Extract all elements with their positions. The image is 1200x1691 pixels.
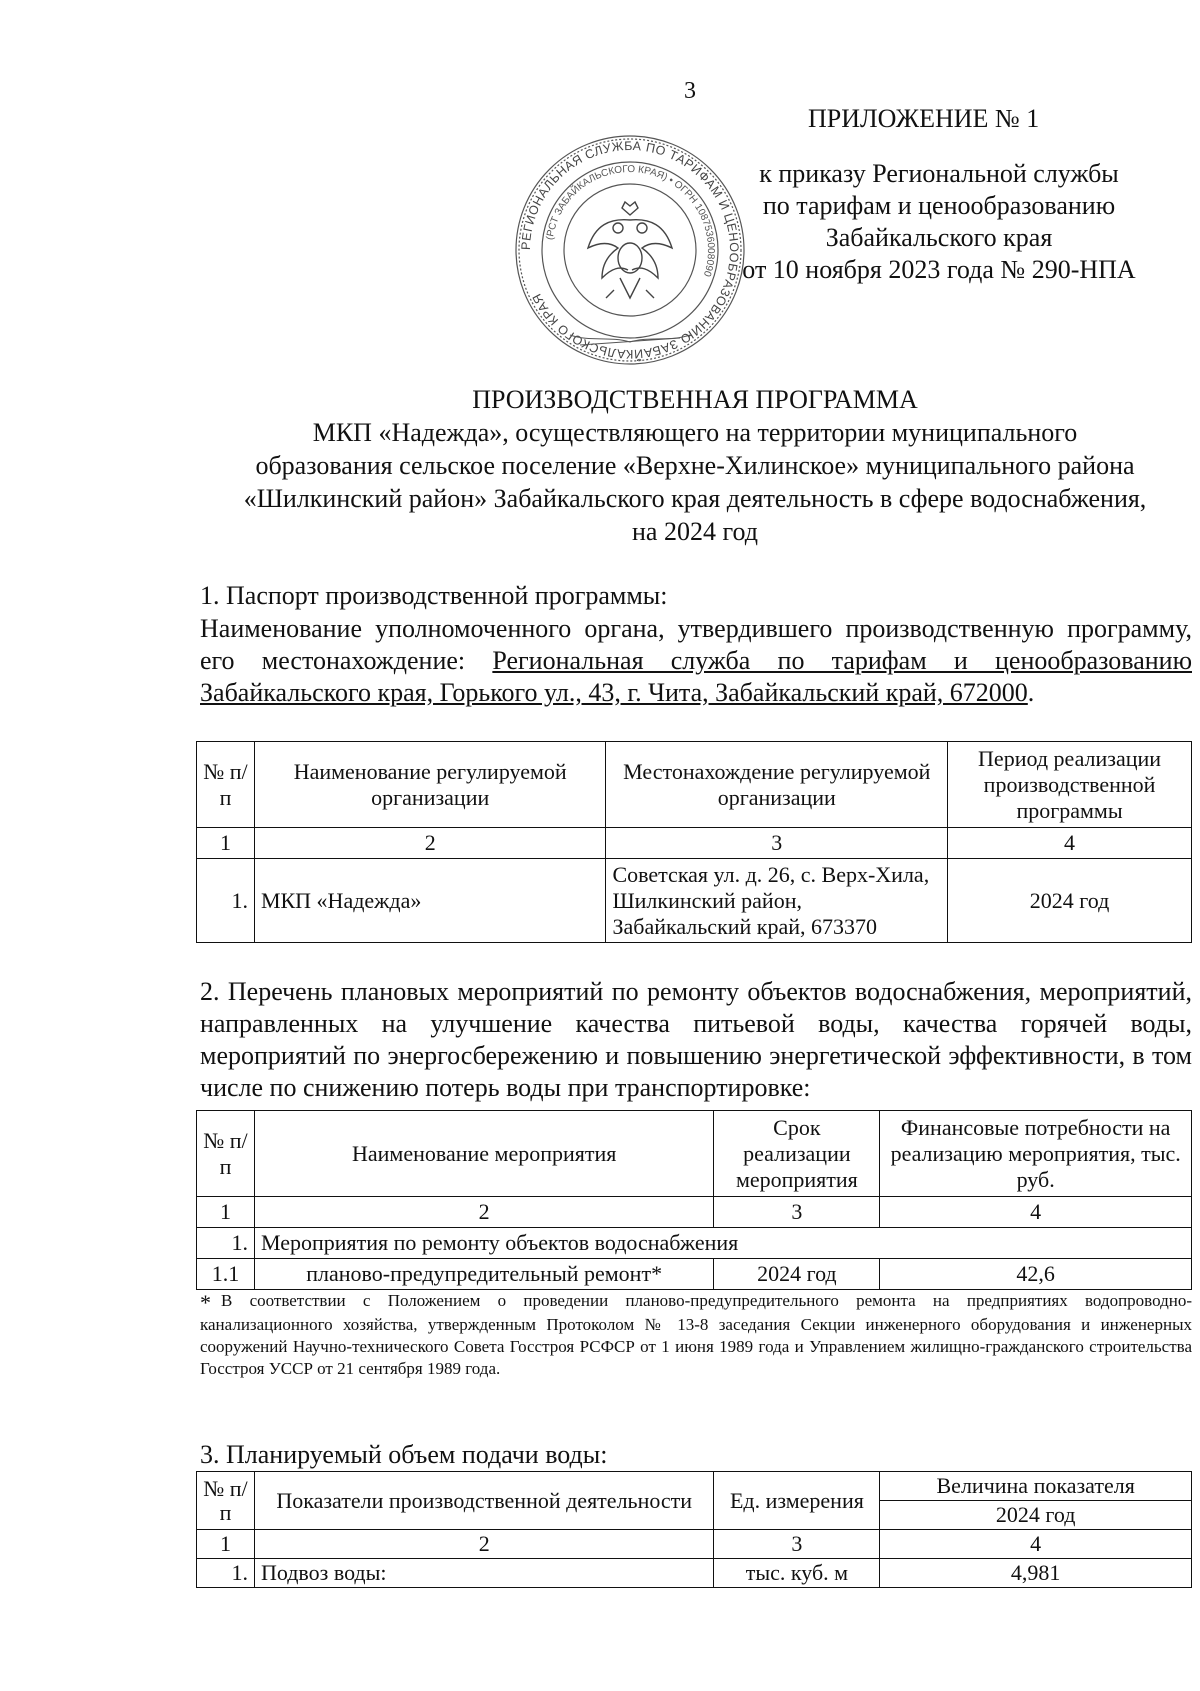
water-supply-table [196,1471,1192,1588]
title-line-5: на 2024 год [632,517,758,546]
order-line-3: Забайкальского края [825,223,1053,252]
authority-label: Наименование уполномоченного органа, утвердившего производственную программу, его местонахождение: [200,614,1192,675]
passport-table [196,741,1192,943]
header-cell: Финансовые потребности на реализацию мероприятия, тыс. руб. [880,1111,1192,1197]
order-line-1: к приказу Региональной службы [759,159,1119,188]
order-line-4: от 10 ноября 2023 года № 290-НПА [742,255,1136,284]
header-cell: № п/п [197,1472,255,1530]
group-row: 1. Мероприятия по ремонту объектов водоснабжения [197,1228,1192,1259]
table-header-row [197,1111,1192,1197]
header-cell: Величина показателя [880,1472,1192,1501]
activities-table [196,1110,1192,1290]
header-cell: Местонахождение регулируемой организации [606,742,948,828]
table-header-row [197,742,1192,828]
title-line-4: «Шилкинский район» Забайкальского края деятельность в сфере водоснабжения, [243,484,1147,513]
seal-outer-text: РЕГИОНАЛЬНАЯ СЛУЖБА ПО ТАРИФАМ И ЦЕНООБРАЗОВАНИЮ ЗАБАЙКАЛЬСКОГО КРАЯ [518,138,742,362]
title-line-3: образования сельское поселение «Верхне-Хилинское» муниципального района [255,451,1135,480]
table-row: 1. МКП «Надежда» Советская ул. д. 26, с. Верх-Хила, Шилкинский район, Забайкальский край, 673370 2024 год [197,859,1192,943]
seal-inner-text: (РСТ ЗАБАЙКАЛЬСКОГО КРАЯ) • ОГРН 1087536008090 [544,163,717,278]
appendix-label: ПРИЛОЖЕНИЕ № 1 [808,104,1040,133]
title-line-2: МКП «Надежда», осуществляющего на территории муниципального [312,418,1078,447]
section-3-heading: 3. Планируемый объем подачи воды: [200,1440,608,1469]
table-row: 1. Подвоз воды: тыс. куб. м 4,981 [197,1559,1192,1588]
header-cell: 2024 год [880,1501,1192,1530]
header-cell: Наименование мероприятия [254,1111,713,1197]
title-line-1: ПРОИЗВОДСТВЕННАЯ ПРОГРАММА [472,385,918,414]
section-2-heading: 2. Перечень плановых мероприятий по ремонту объектов водоснабжения, мероприятий, направленных на улучшение качества питьевой воды, качества горячей воды, мероприятий по энергосбережению и повышению энергетической эффективности, в том числе по снижению потерь воды при транспортировке: [200,977,1192,1102]
order-reference [733,158,1145,286]
footnote-text: В соответствии с Положением о проведении планово-предупредительного ремонта на предприятиях водопроводно-канализационного хозяйства, утвержденным Протоколом № 13-8 заседания Секции инженерного оборудования и инженерных сооружений Научно-технического Совета Госстроя РСФСР от 1 июня 1989 года и Управлением жилищно-гражданского строительства Госстроя УССР от 21 сентября 1989 года. [200,1291,1192,1378]
document-title [190,383,1200,548]
section-1-text: Наименование уполномоченного органа, утвердившего производственную программу, его местонахождение: Региональная служба по тарифам и ценообразованию Забайкальского края, Горького ул., 43, г. Чита, Забайкальский край, 672000. [200,614,1192,707]
header-cell: Показатели производственной деятельности [254,1472,714,1530]
header-cell: Период реализации производственной программы [948,742,1192,828]
eagle-emblem-icon [588,202,672,298]
column-number-row: 1 2 3 4 [197,1530,1192,1559]
header-cell: Срок реализации мероприятия [714,1111,880,1197]
official-seal [510,130,750,370]
table-row: 1.1 планово-предупредительный ремонт* 2024 год 42,6 [197,1259,1192,1290]
order-line-2: по тарифам и ценообразованию [762,191,1116,220]
header-cell: № п/п [197,742,255,828]
authority-address: Региональная служба по тарифам и ценообразованию Забайкальского края, Горького ул., 43, г. Чита, Забайкальский край, 672000 [200,646,1192,707]
page-number: 3 [684,78,696,104]
column-number-row: 1 2 3 4 [197,828,1192,859]
section-1-heading: 1. Паспорт производственной программы: [200,581,668,610]
footnote-mark: * [200,1290,211,1315]
footnote [200,1290,1192,1380]
header-cell: Наименование регулируемой организации [254,742,606,828]
header-cell: Ед. измерения [714,1472,880,1530]
header-cell: № п/п [197,1111,255,1197]
column-number-row: 1 2 3 4 [197,1197,1192,1228]
